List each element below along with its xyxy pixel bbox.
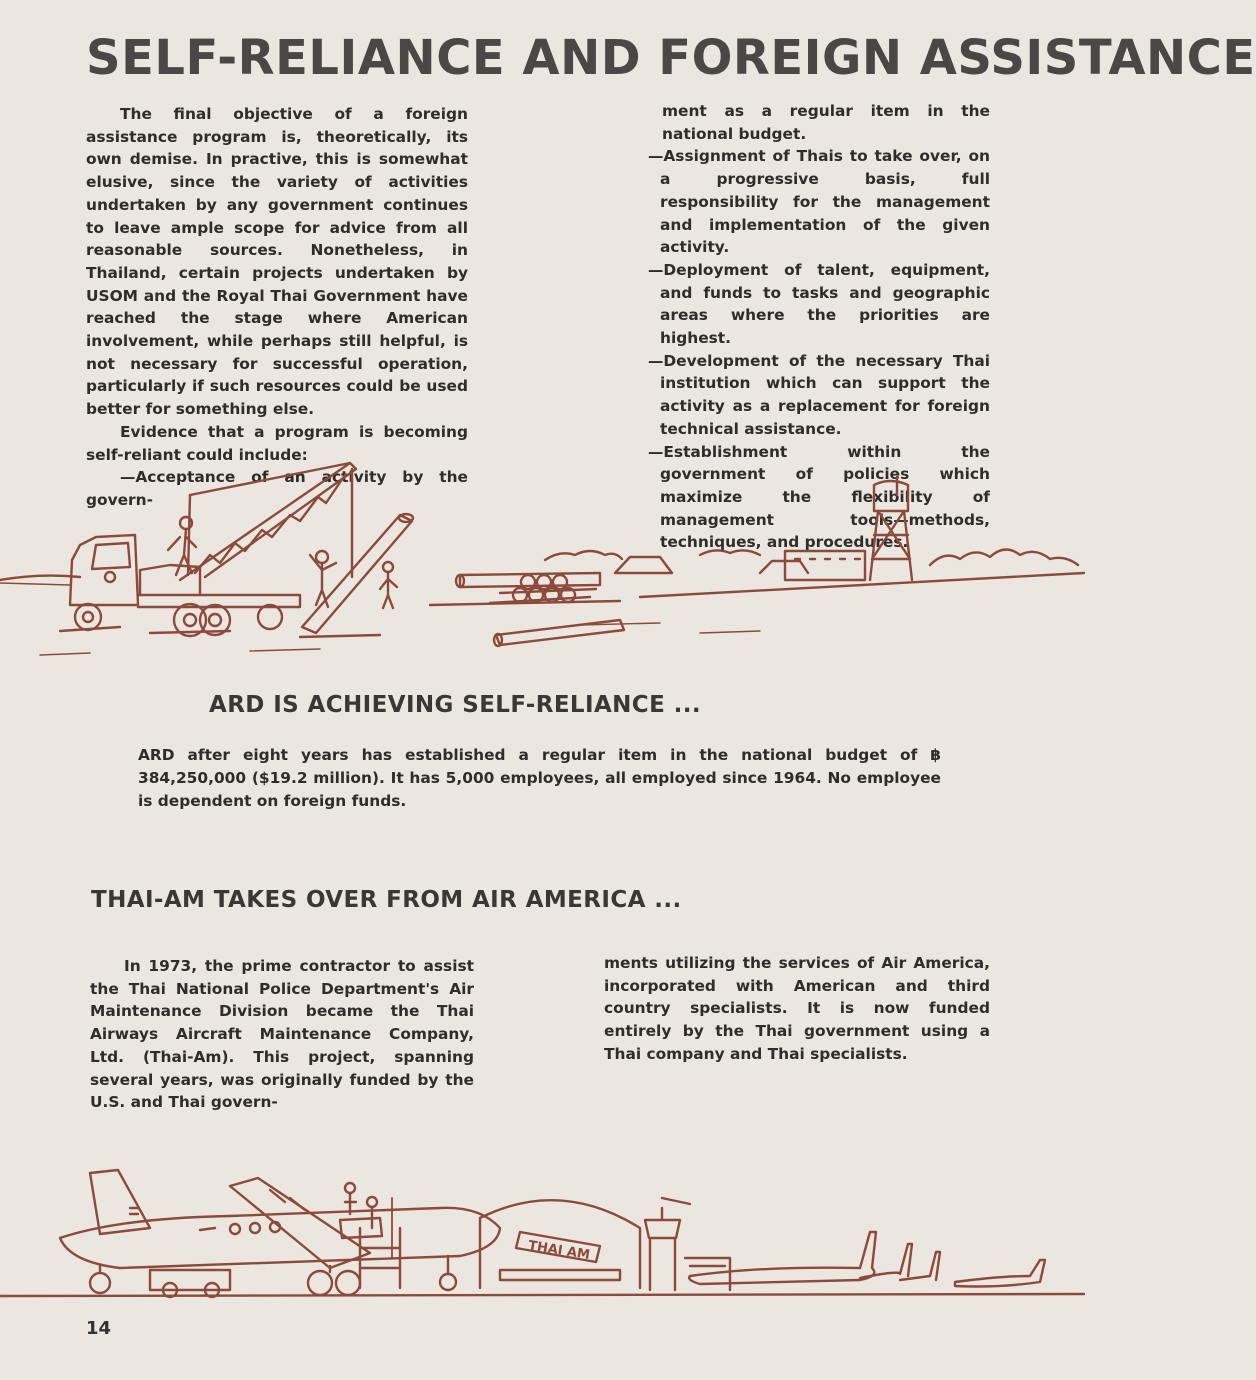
thai-am-right-column xyxy=(604,952,990,1066)
intro-left-column xyxy=(86,103,468,512)
intro-dash-item-1-end: ment as a regular item in the national budget. xyxy=(662,102,990,143)
intro-dash-item-1-start: —Acceptance of an activity by the govern- xyxy=(86,468,468,509)
intro-dash-item-5: —Establishment within the government of policies which maximize the flexibility of management tools—methods, techniques, and procedures. xyxy=(648,442,990,552)
hangar-sign: THAI AM xyxy=(527,1238,591,1263)
thai-am-paragraph-right: ments utilizing the services of Air America, incorporated with American and third country specialists. It is now funded entirely by the Thai government using a Thai company and Thai specialists. xyxy=(604,954,990,1063)
airport-aircraft-illustration-icon xyxy=(0,1158,1084,1308)
thai-am-paragraph-left: In 1973, the prime contractor to assist the Thai National Police Department's Air Maintenance Division became the Thai Airways Aircraft Maintenance Company, Ltd. (Thai-Am). This project, spanning several years, was originally funded by the U.S. and Thai govern- xyxy=(90,957,474,1112)
crane-truck-illustration-icon xyxy=(0,455,1084,670)
intro-paragraph-1: The final objective of a foreign assistance program is, theoretically, its own demise. In practive, this is somewhat elusive, since the variety of activities undertaken by any government continues to leave ample scope for advice from all reasonable sources. Nonetheless, in Thailand, certain projects undertaken by USOM and the Royal Thai Government have reached the stage where American involvement, while perhaps still helpful, is not necessary for successful operation, particularly if such resources could be used better for something else. xyxy=(86,105,468,419)
ard-heading: ARD IS ACHIEVING SELF-RELIANCE ... xyxy=(209,692,702,718)
intro-paragraph-2: Evidence that a program is becoming self-reliant could include: xyxy=(86,422,468,464)
page-number: 14 xyxy=(86,1318,112,1339)
intro-dash-item-2: —Assignment of Thais to take over, on a progressive basis, full responsibility for the management and implementation of the given activity. xyxy=(648,147,990,257)
intro-dash-item-3: —Deployment of talent, equipment, and funds to tasks and geographic areas where the priorities are highest. xyxy=(648,260,990,348)
thai-am-heading: THAI-AM TAKES OVER FROM AIR AMERICA ... xyxy=(91,887,682,913)
ard-paragraph: ARD after eight years has established a regular item in the national budget of ฿ 384,250,000 ($19.2 million). It has 5,000 employees, all employed since 1964. No employee is dependent on foreign funds. xyxy=(138,746,941,810)
page-title: SELF-RELIANCE AND FOREIGN ASSISTANCE xyxy=(86,30,1256,86)
ard-body xyxy=(138,744,941,813)
thai-am-left-column xyxy=(90,955,474,1114)
intro-dash-item-4: —Development of the necessary Thai institution which can support the activity as a replacement for foreign technical assistance. xyxy=(648,351,990,438)
